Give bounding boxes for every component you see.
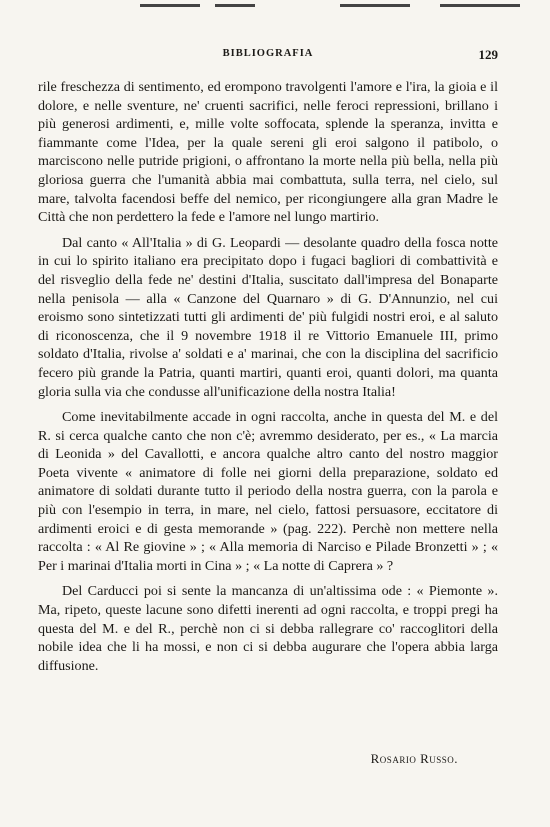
paragraph-2: Dal canto « All'Italia » di G. Leopardi — desolante quadro della fosca notte in cui lo spirito italiano era precipitato dopo i fugaci bagliori di combattività e del risveglio della fede ne' destini d'Italia, suscitato dall'impresa del Bonaparte nella penisola — alla « Canzone del Quarnaro » di G. D'Annunzio, nel cui eroismo sono sintetizzati tutti gli ardimenti de' più fulgidi nostri eroi, e al saluto di riconoscenza, che il 9 novembre 1918 il re Vittorio Emanuele III, primo soldato d'Italia, rivolse a' soldati e a' marinai, che con la disciplina del sacrificio fecero più grande la Patria, quanti martiri, quanti eroi, quanti dolori, ma quanta gloria sulla via che condusse all'unificazione della nostra Italia! <box>38 234 498 400</box>
top-edge-marks <box>140 4 530 14</box>
paragraph-3: Come inevitabilmente accade in ogni raccolta, anche in questa del M. e del R. si cerca qualche canto che non c'è; avremmo desiderato, per es., « La marcia di Leonida » del Cavallotti, e ancora qualche altro canto del nostro maggior Poeta vivente « animatore di folle nei giorni della preparazione, soldato ed animatore di soldati durante tutto il periodo della nostra guerra, con la parola e più con l'esempio in terra, in mare, nel cielo, fattosi persuasore, eccitatore di ardimenti eroici e di gesta memorande » (pag. 222). Perchè non mettere nella raccolta : « Al Re giovine » ; « Alla memoria di Narciso e Pilade Bronzetti » ; « Per i marinai d'Italia morti in Cina » ; « La notte di Caprera » ? <box>38 409 498 574</box>
author-signature: Rosario Russo. <box>370 751 458 766</box>
body-text <box>38 78 498 682</box>
paragraph-4: Del Carducci poi si sente la mancanza di un'altissima ode : « Piemonte ». Ma, ripeto, queste lacune sono difetti inerenti ad ogni raccolta, e troppi pregi ha questa del M. e del R., perchè non ci si debba rallegrare co' raccoglitori della nobile idea che li ha mossi, e non ci si debba augurare che l'opera abbia larga diffusione. <box>38 583 498 674</box>
paragraph-1-continued: rile freschezza di sentimento, ed erompono travolgenti l'amore e l'ira, la gioia e il dolore, e nelle sventure, ne' cruenti sacrifici, nelle feroci repressioni, brillano i più generosi ardimenti, e, mille volte soffocata, splende la speranza, invitta e fiammante come l'Idea, per la quale sereni gli eroi salgono il patibolo, o marciscono nelle putride prigioni, o affrontano la morte nella più bella, nella più gloriosa guerra che l'umanità abbia mai combattuta, sulla terra, nel cielo, sul mare, talvolta facendosi beffe del nemico, per ricongiungere alla gran Madre le Città che non perdettero la fede e l'amore nel lungo martirio. <box>38 79 498 226</box>
running-title: BIBLIOGRAFIA <box>222 48 314 59</box>
page-number: 129 <box>478 47 498 62</box>
running-header <box>38 48 498 66</box>
